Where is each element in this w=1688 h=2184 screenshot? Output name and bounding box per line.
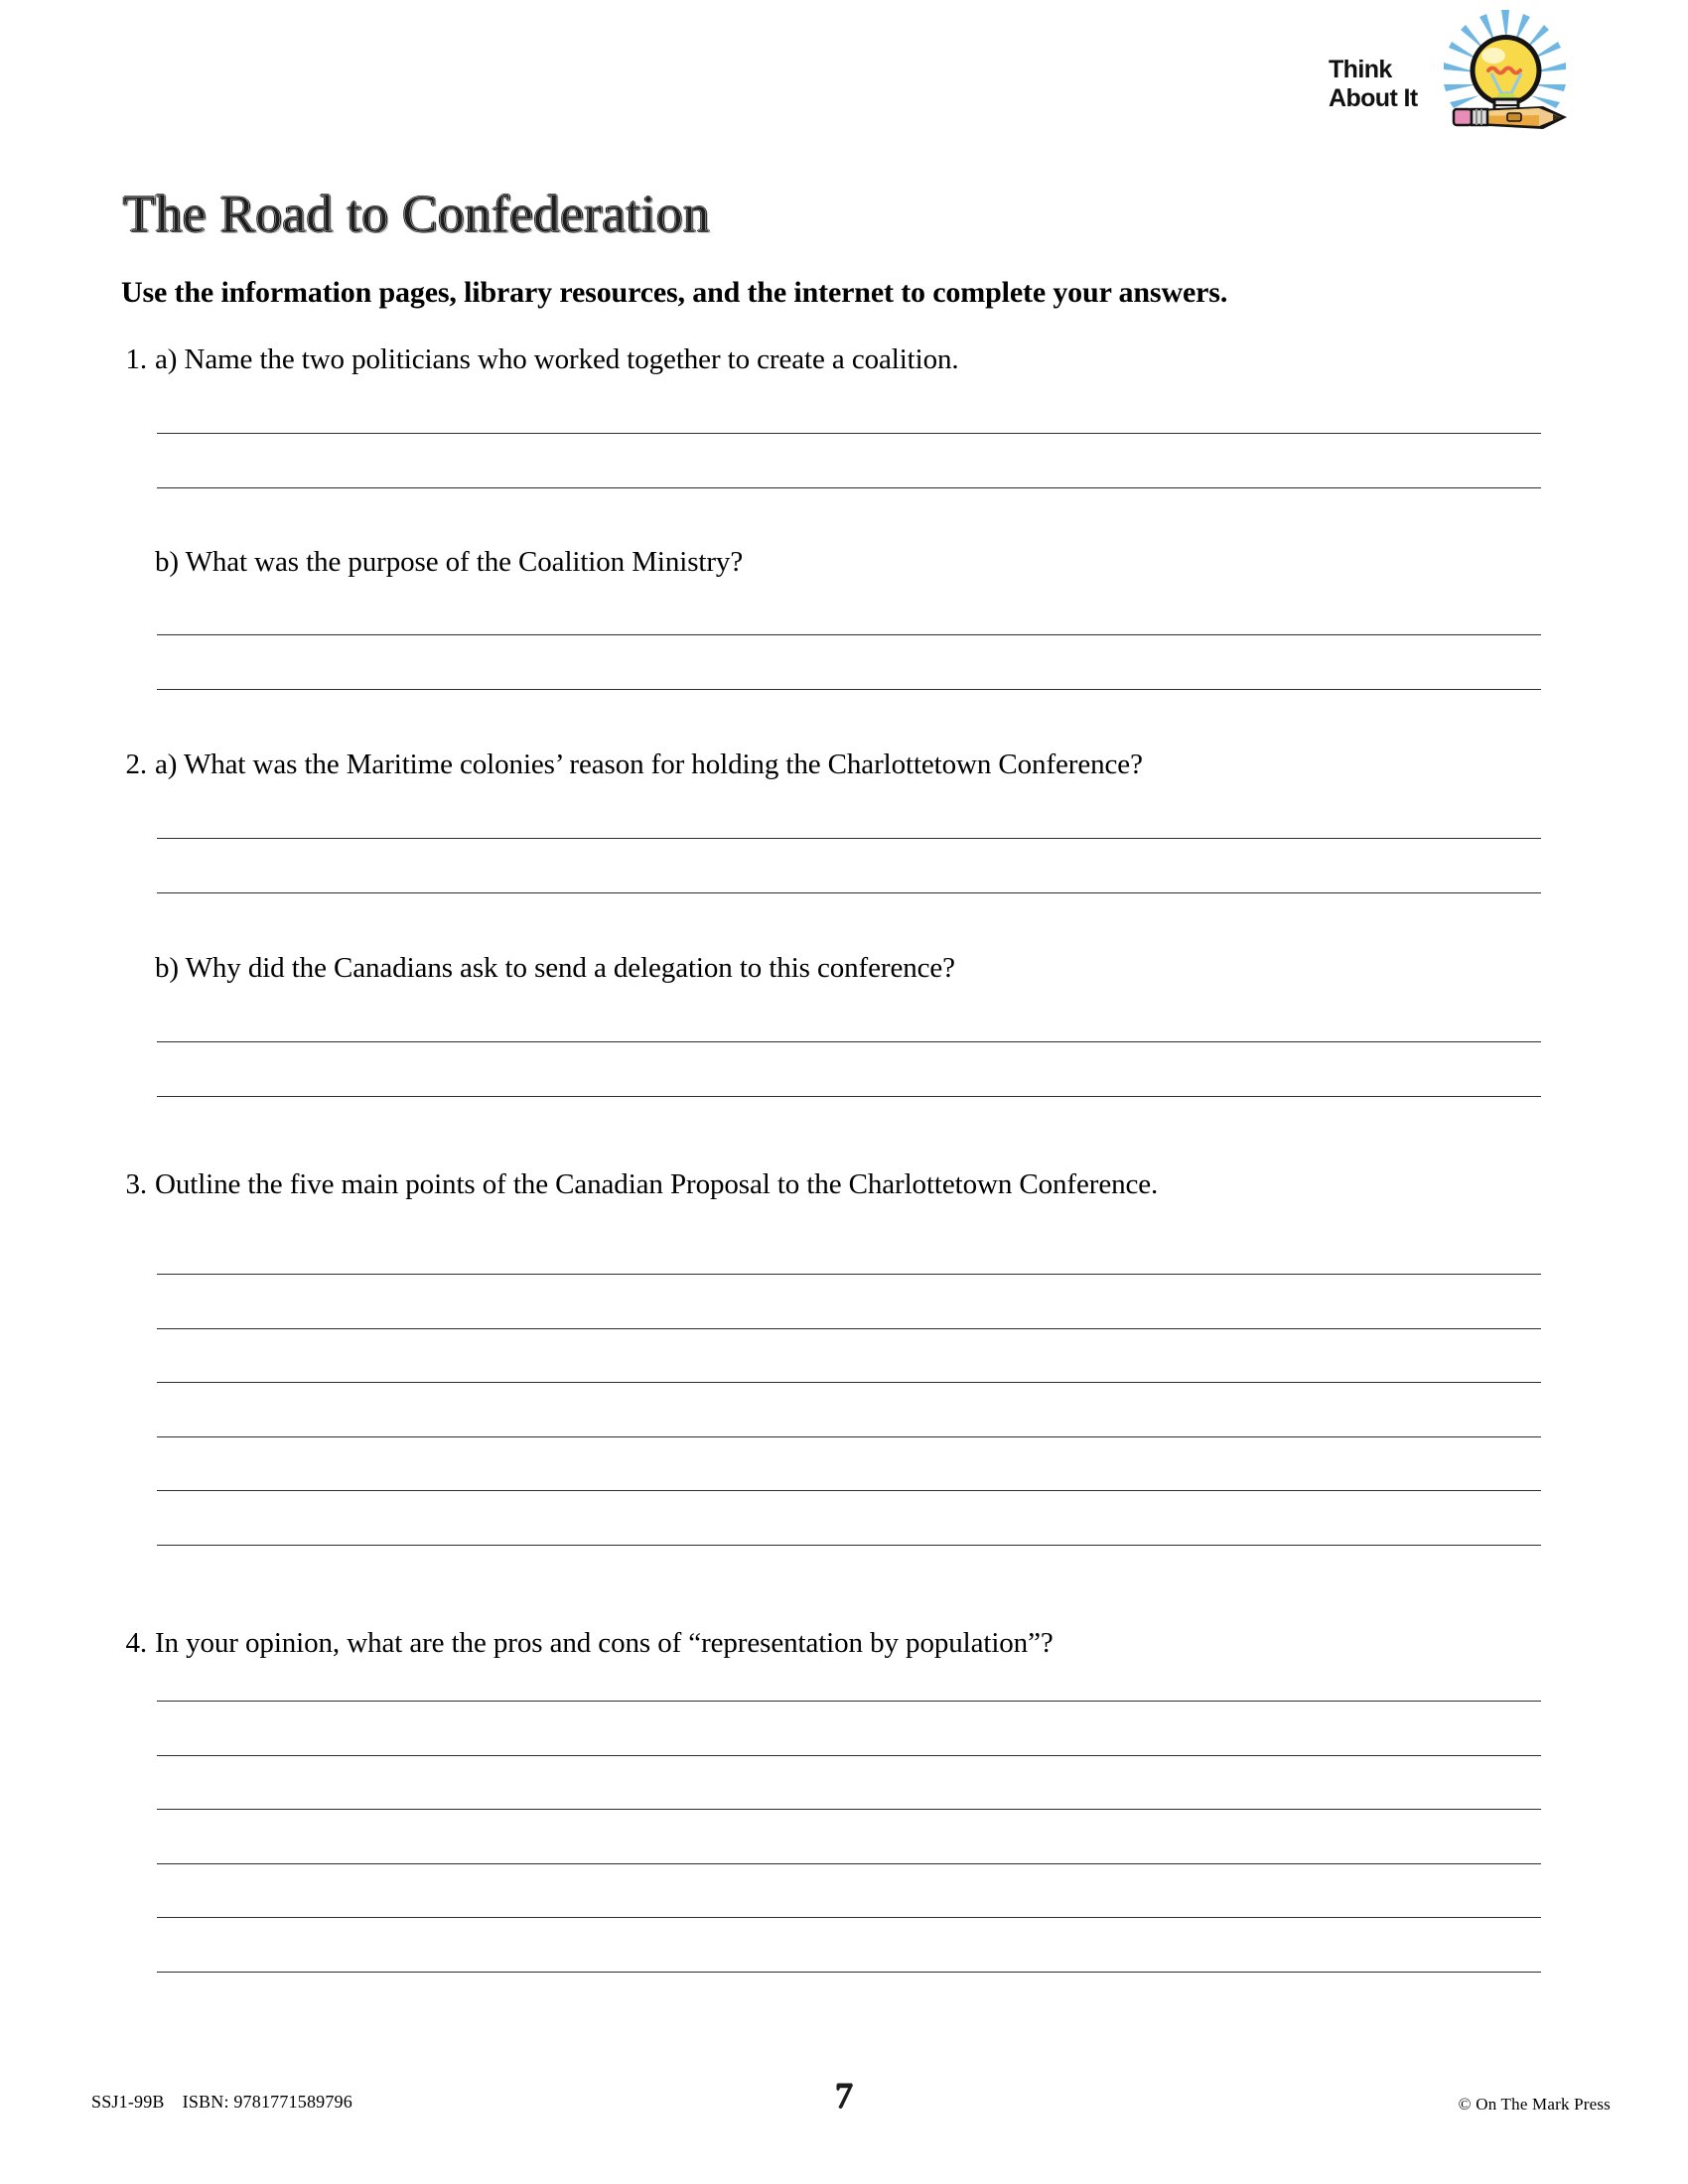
question-number: 4. <box>125 1627 147 1659</box>
question-text: Name the two politicians who worked together to create a coalition. <box>184 343 959 375</box>
question-q4 <box>0 1625 1054 1661</box>
answer-line[interactable] <box>157 1382 1541 1383</box>
question-q3 <box>0 1166 1158 1202</box>
answer-line[interactable] <box>157 1972 1541 1973</box>
answer-line[interactable] <box>157 1755 1541 1756</box>
footer-product-code: SSJ1-99B <box>91 2092 165 2112</box>
question-text: Outline the five main points of the Canadian Proposal to the Charlottetown Conference. <box>155 1168 1159 1200</box>
question-label: b) <box>155 952 186 984</box>
instruction-text: Use the information pages, library resources, and the internet to complete your answers. <box>121 276 1228 309</box>
answer-line[interactable] <box>157 838 1541 839</box>
question-text: What was the Maritime colonies’ reason for holding the Charlottetown Conference? <box>183 749 1143 780</box>
question-q2b <box>0 950 955 986</box>
logo-text-line2: About It <box>1329 84 1418 112</box>
answer-line[interactable] <box>157 1809 1541 1810</box>
question-q2a <box>0 747 1143 782</box>
page-number: 7 <box>835 2076 853 2116</box>
answer-line[interactable] <box>157 1917 1541 1918</box>
footer-isbn: ISBN: 9781771589796 <box>182 2092 352 2112</box>
page-title: The Road to Confederation <box>123 186 710 243</box>
question-label: a) <box>155 343 185 375</box>
question-text: What was the purpose of the Coalition Ministry? <box>185 546 744 578</box>
question-number: 2. <box>125 749 147 780</box>
question-label: b) <box>155 546 186 578</box>
answer-line[interactable] <box>157 433 1541 434</box>
answer-line[interactable] <box>157 1041 1541 1042</box>
answer-line[interactable] <box>157 487 1541 488</box>
answer-line[interactable] <box>157 1436 1541 1437</box>
question-number: 3. <box>125 1168 147 1200</box>
think-about-it-logo <box>1329 8 1577 142</box>
question-number: 1. <box>125 343 147 375</box>
question-text: Why did the Canadians ask to send a delegation to this conference? <box>185 952 955 984</box>
answer-line[interactable] <box>157 892 1541 893</box>
answer-line[interactable] <box>157 1096 1541 1097</box>
answer-line[interactable] <box>157 689 1541 690</box>
question-label: a) <box>155 749 184 780</box>
question-text: In your opinion, what are the pros and cons of “representation by population”? <box>155 1627 1054 1659</box>
answer-line[interactable] <box>157 1328 1541 1329</box>
lightbulb-pencil-icon <box>1436 8 1577 142</box>
answer-line[interactable] <box>157 634 1541 635</box>
footer-copyright: © On The Mark Press <box>1458 2095 1611 2114</box>
logo-text-line1: Think <box>1329 56 1392 83</box>
question-q1a <box>0 341 959 377</box>
answer-line[interactable] <box>157 1274 1541 1275</box>
answer-line[interactable] <box>157 1490 1541 1491</box>
answer-line[interactable] <box>157 1545 1541 1546</box>
answer-line[interactable] <box>157 1863 1541 1864</box>
question-q1b <box>0 544 743 580</box>
answer-line[interactable] <box>157 1701 1541 1702</box>
logo-text <box>1329 56 1450 113</box>
